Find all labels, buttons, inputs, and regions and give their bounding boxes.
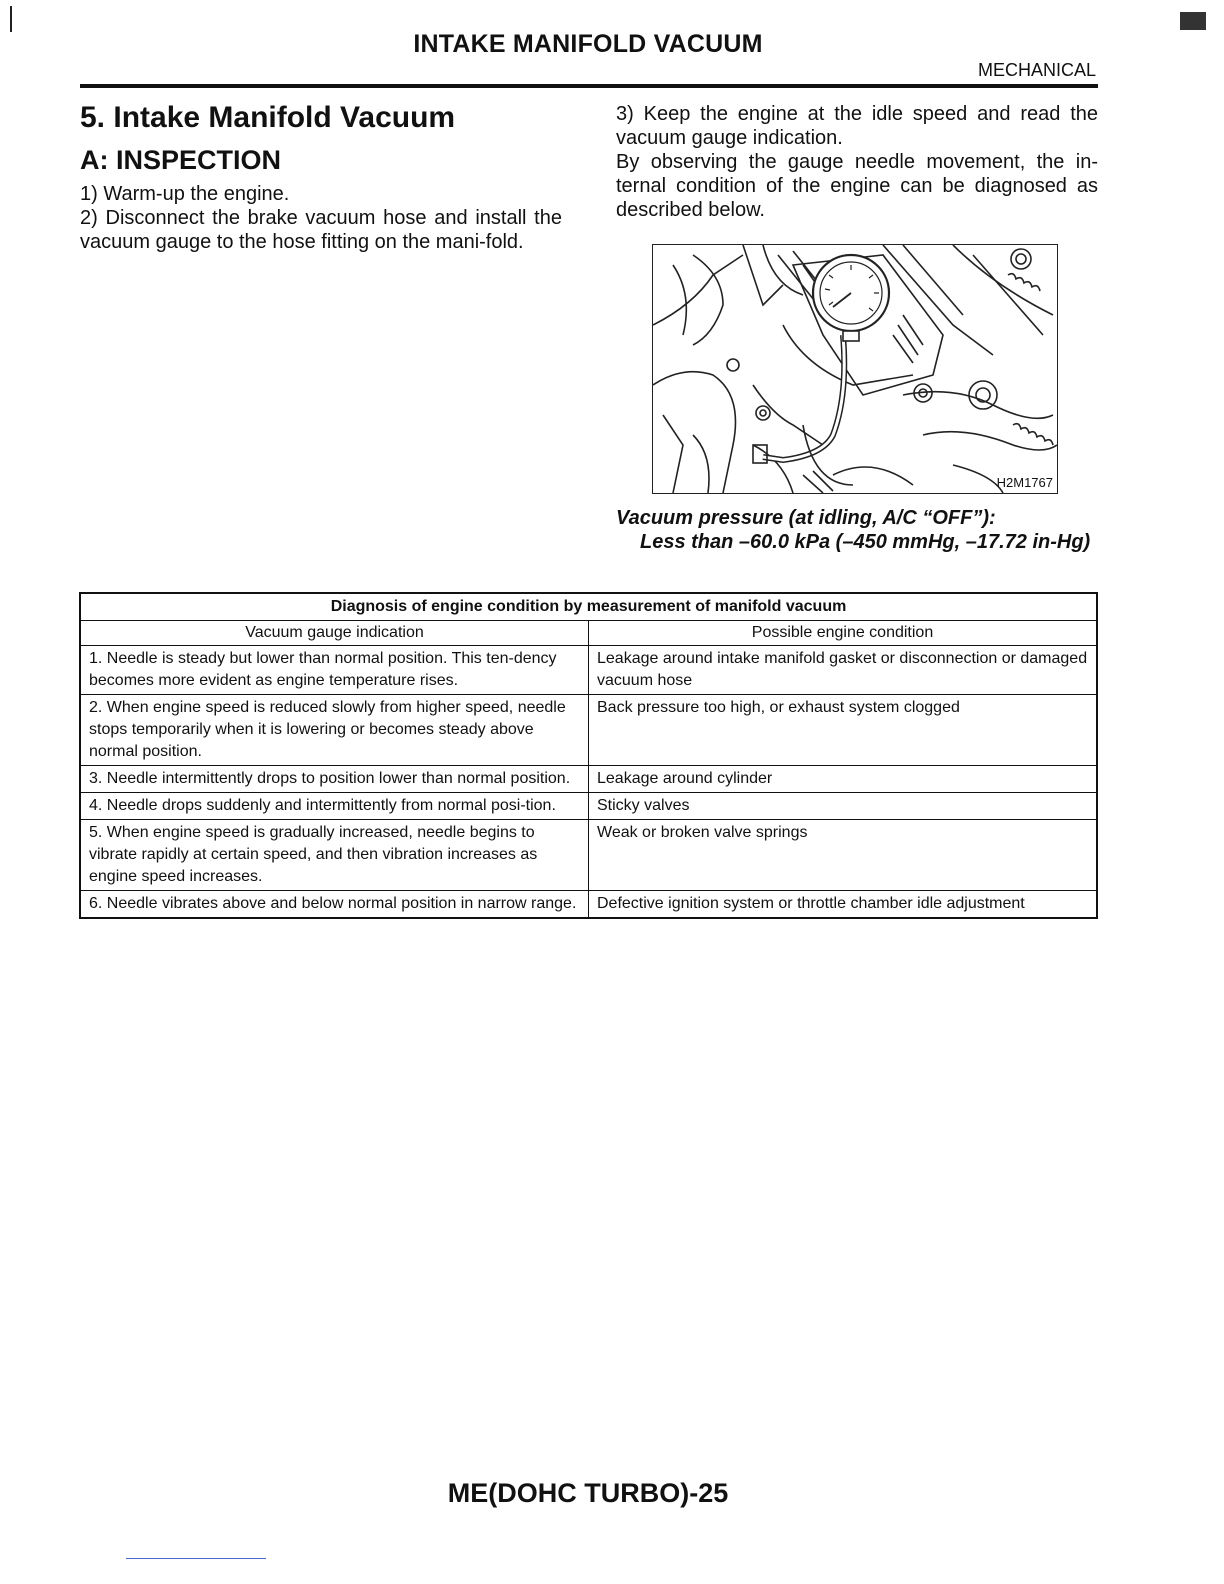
margin-mark — [10, 6, 12, 32]
page-header-section: MECHANICAL — [977, 60, 1096, 80]
spec-label: Vacuum pressure (at idling, A/C “OFF”): — [616, 507, 996, 529]
step-3-note: By observing the gauge needle movement, the in-ternal condition of the engine can be diagnosed as described below. — [616, 151, 1098, 221]
table-cell-indication: 4. Needle drops suddenly and intermittently from normal posi-tion. — [80, 793, 589, 820]
column-header-condition: Possible engine condition — [589, 621, 1098, 646]
figure-code: H2M1767 — [996, 475, 1053, 490]
table-cell-condition: Leakage around cylinder — [589, 766, 1098, 793]
table-cell-condition: Weak or broken valve springs — [589, 820, 1098, 891]
table-cell-condition: Leakage around intake manifold gasket or disconnection or damaged vacuum hose — [589, 646, 1098, 695]
page-number: ME(DOHC TURBO)-25 — [447, 1478, 729, 1508]
table-cell-indication: 1. Needle is steady but lower than normal position. This ten-dency becomes more evident as engine temperature rises. — [80, 646, 589, 695]
table-title-row — [80, 593, 1097, 621]
table-cell-indication: 6. Needle vibrates above and below normal position in narrow range. — [80, 891, 589, 919]
right-column — [616, 102, 1098, 554]
subsection-title: A: INSPECTION — [80, 145, 282, 175]
table-cell-condition: Sticky valves — [589, 793, 1098, 820]
page-header-title: INTAKE MANIFOLD VACUUM — [413, 30, 763, 58]
table-cell-condition: Defective ignition system or throttle chamber idle adjustment — [589, 891, 1098, 919]
table-cell-indication: 3. Needle intermittently drops to position lower than normal position. — [80, 766, 589, 793]
step-1: 1) Warm-up the engine. — [80, 183, 290, 205]
engine-vacuum-gauge-illustration — [653, 245, 1057, 493]
vacuum-gauge-figure — [652, 244, 1058, 494]
table-cell-indication: 5. When engine speed is gradually increased, needle begins to vibrate rapidly at certain speed, and then vibration increases as engine speed increases. — [80, 820, 589, 891]
table-header-row — [80, 621, 1097, 646]
table-row — [80, 793, 1097, 820]
step-3: 3) Keep the engine at the idle speed and read the vacuum gauge indication. — [616, 103, 1098, 149]
table-row — [80, 891, 1097, 919]
table-row — [80, 766, 1097, 793]
vacuum-pressure-spec — [616, 506, 1098, 554]
header-divider — [80, 84, 1098, 88]
column-header-indication: Vacuum gauge indication — [80, 621, 589, 646]
corner-tab-icon — [1180, 12, 1206, 30]
step-2: 2) Disconnect the brake vacuum hose and install the vacuum gauge to the hose fitting on the mani-fold. — [80, 207, 562, 253]
table-row — [80, 646, 1097, 695]
table-cell-condition: Back pressure too high, or exhaust system clogged — [589, 695, 1098, 766]
section-title: 5. Intake Manifold Vacuum — [80, 101, 456, 134]
table-row — [80, 820, 1097, 891]
table-title: Diagnosis of engine condition by measurement of manifold vacuum — [80, 593, 1097, 621]
table-cell-indication: 2. When engine speed is reduced slowly from higher speed, needle stops temporarily when it is lowering or becomes steady above normal position. — [80, 695, 589, 766]
left-column — [80, 98, 562, 254]
diagnosis-table — [79, 592, 1098, 919]
footer-divider — [126, 1558, 266, 1559]
spec-value: Less than –60.0 kPa (–450 mmHg, –17.72 in-Hg) — [640, 531, 1091, 553]
table-row — [80, 695, 1097, 766]
